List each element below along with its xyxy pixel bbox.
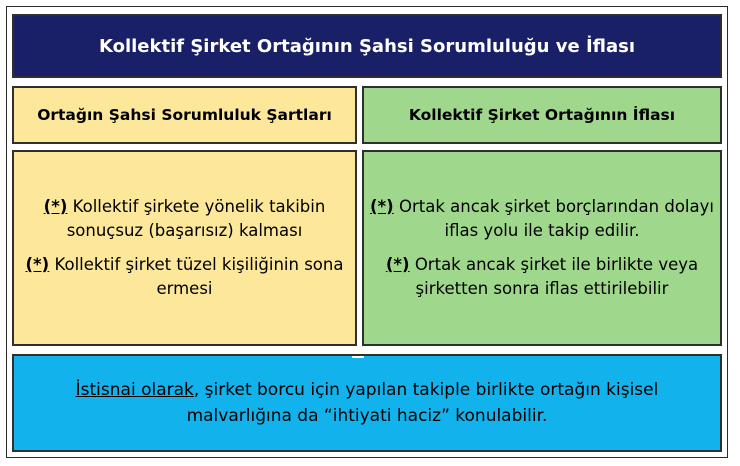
left-column-header bbox=[12, 86, 357, 144]
left-item-2-marker: (*) bbox=[25, 255, 50, 274]
right-item-1-marker: (*) bbox=[370, 197, 394, 217]
right-column-header bbox=[362, 86, 722, 144]
exception-note bbox=[24, 377, 710, 430]
exception-note-box bbox=[12, 354, 722, 452]
left-item-1-text: Kollektif şirkete yönelik takibin sonuçsuz (başarısız) kalması bbox=[66, 197, 326, 241]
right-column-header-text: Kollektif Şirket Ortağının İflası bbox=[408, 106, 676, 124]
right-bankruptcy-box bbox=[362, 150, 722, 346]
left-item-2 bbox=[20, 253, 349, 301]
left-item-1 bbox=[20, 195, 349, 243]
right-item-1-text: Ortak ancak şirket borçlarından dolayı iflas yolu ile takip edilir. bbox=[393, 197, 714, 241]
right-item-2-text: Ortak ancak şirket ile birlikte veya şirketten sonra iflas ettirilebilir bbox=[409, 255, 699, 298]
right-item-1 bbox=[370, 195, 714, 243]
left-item-1-marker: (*) bbox=[43, 197, 68, 217]
diagram-title-text: Kollektif Şirket Ortağının Şahsi Sorumluluğu ve İflası bbox=[98, 35, 636, 57]
left-item-2-text: Kollektif şirket tüzel kişiliğinin sona ermesi bbox=[49, 255, 344, 298]
right-item-2-marker: (*) bbox=[385, 255, 410, 274]
left-conditions-box bbox=[12, 150, 357, 346]
right-item-2 bbox=[370, 253, 714, 301]
exception-note-lead: İstisnai olarak bbox=[75, 379, 194, 400]
diagram-title bbox=[12, 14, 722, 78]
left-column-header-text: Ortağın Şahsi Sorumluluk Şartları bbox=[37, 106, 332, 124]
exception-note-text: , şirket borcu için yapılan takiple birlikte ortağın kişisel malvarlığına da “ihtiyati haciz” konulabilir. bbox=[186, 379, 659, 426]
divider-notch bbox=[352, 356, 364, 358]
